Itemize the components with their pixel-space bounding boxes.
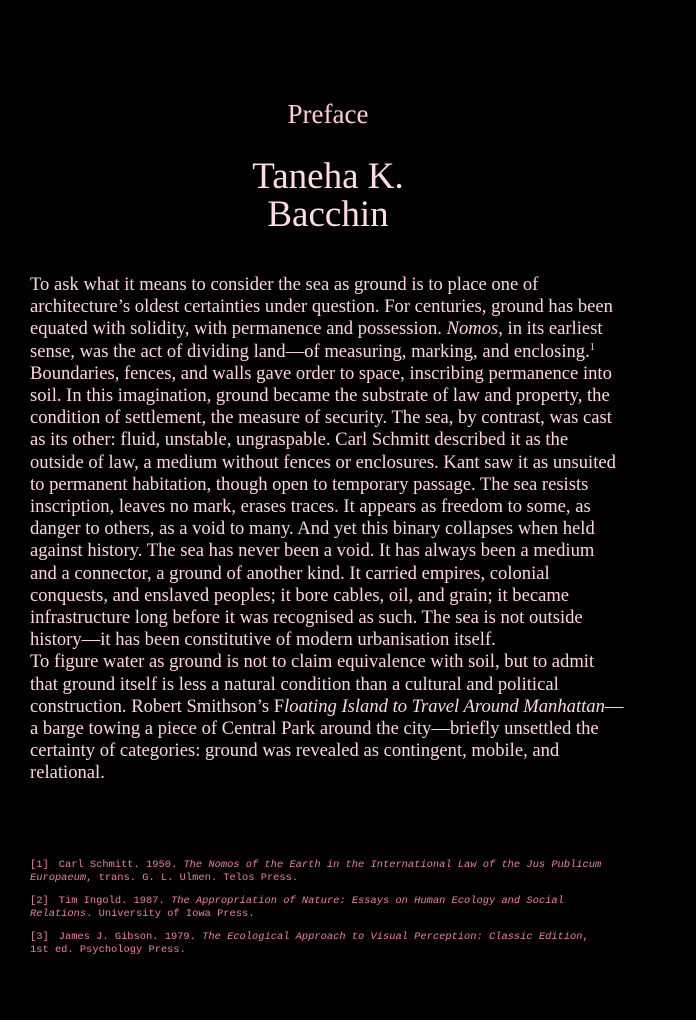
text: —a barge towing a piece of Central Park around the city—briefly unsettled the certainty of categories: ground was revealed as contingent, mobile, and relational. <box>30 695 624 784</box>
footnote-publisher: , 1st ed. Psychology Press. <box>30 931 589 956</box>
body-text <box>30 274 624 785</box>
text: , in its earliest sense, was the act of dividing land—of measuring, marking, and enclosing. <box>30 318 603 362</box>
italic-title: loating Island to Travel Around Manhattan <box>284 695 605 717</box>
italic-term: Nomos <box>446 318 499 340</box>
footnotes <box>30 859 610 967</box>
footnote-number: [2] <box>30 895 49 907</box>
footnote-author: Tim Ingold. 1987. <box>58 895 171 907</box>
footnote-1 <box>30 859 610 885</box>
text: Boundaries, fences, and walls gave order to space, inscribing permanence into soil. In this imagination, ground became the substrate of law and property, the condition of settlement, the measure of security. The sea, by contrast, was cast as its other: fluid, unstable, ungraspable. Carl Schmitt described it as the outside of law, a medium without fences or enclosures. Kant saw it as unsuited to permanent habitation, though open to temporary passage. The sea resists inscription, leaves no mark, erases traces. It appears as freedom to some, as danger to others, as a void to many. And yet this binary collapses when held against history. The sea has never been a void. It has always been a medium and a connector, a ground of another kind. It carried empires, colonial conquests, and enslaved peoples; it bore cables, oil, and grain; it became infrastructure long before it was recognised as such. The sea is not outside history—it has been constitutive of modern urbanisation itself. <box>30 362 616 651</box>
section-title: Preface <box>287 99 369 129</box>
text: To ask what it means to consider the sea as ground is to place one of architecture’s oldest certainties under question. For centuries, ground has been equated with solidity, with permanence and possession. <box>30 274 613 340</box>
footnote-publisher: , trans. G. L. Ulmen. Telos Press. <box>86 872 299 884</box>
paragraph-2 <box>30 651 624 784</box>
text: To figure water as ground is not to claim equivalence with soil, but to admit that ground itself is less a natural condition than a cultural and political construction. Robert Smithson’s F <box>30 651 595 717</box>
paragraph-1 <box>30 274 624 651</box>
footnote-title: The Ecological Approach to Visual Perception: Classic Edition <box>202 931 583 943</box>
footnote-number: [3] <box>30 931 49 943</box>
footnote-3 <box>30 931 610 957</box>
footnote-title: The Nomos of the Earth in the International Law of the Jus Publicum Europaeum <box>30 859 602 884</box>
footnote-publisher: . University of Iowa Press. <box>86 908 255 920</box>
footnote-ref[interactable]: 1 <box>589 341 595 353</box>
footnote-title: The Appropriation of Nature: Essays on Human Ecology and Social Relations <box>30 895 564 920</box>
footnote-author: James J. Gibson. 1979. <box>58 931 203 943</box>
footnote-author: Carl Schmitt. 1950. <box>58 859 184 871</box>
author-name <box>0 158 656 234</box>
author-text: Taneha K. Bacchin <box>252 156 404 235</box>
footnote-2 <box>30 895 610 921</box>
footnote-number: [1] <box>30 859 49 871</box>
